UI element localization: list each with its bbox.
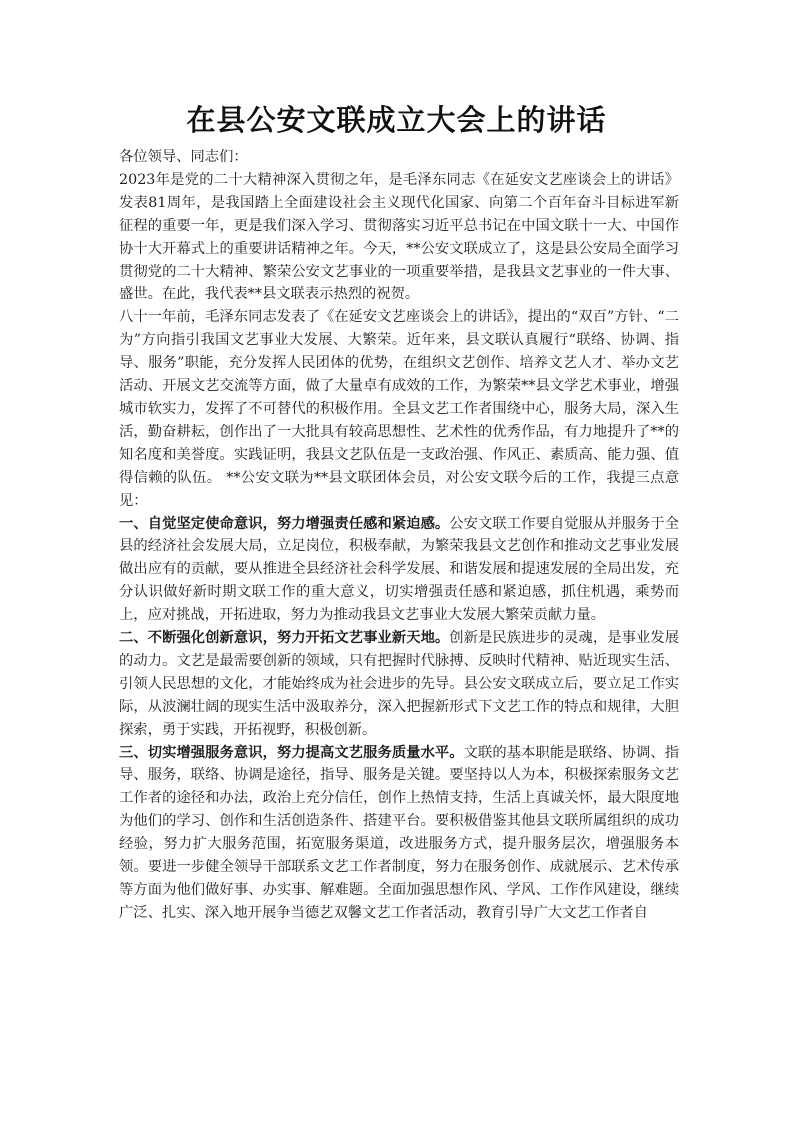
document-body (119, 146, 679, 925)
paragraph-text: 文联的基本职能是联络、协调、指导、服务，联络、协调是途径，指导、服务是关键。要坚持以人为本，积极探索服务文艺工作者的途径和办法，政治上充分信任，创作上热情支持，生活上真诚关怀，最大限度地为他们的学习、创作和生活创造条件、搭建平台。要积极借鉴其他县文联所属组织的成功经验，努力扩大服务范围，拓宽服务渠道，改进服务方式，提升服务层次，增强服务本领。要进一步健全领导干部联系文艺工作者制度，努力在服务创作、成就展示、艺术传承等方面为他们做好事、办实事、解难题。全面加强思想作风、学风、工作作风建设，继续广泛、扎实、深入地开展争当德艺双馨文艺工作者活动，教育引导广大文艺工作者自 (119, 744, 680, 921)
paragraph-text: 创新是民族进步的灵魂，是事业发展的动力。文艺是最需要创新的领域，只有把握时代脉搏、反映时代精神、贴近现实生活、引领人民思想的文化，才能始终成为社会进步的先导。县公安文联成立后，要立足工作实际，从波澜壮阔的现实生活中汲取养分，深入把握新形式下文艺工作的特点和规律，大胆探索，勇于实践，开拓视野，积极创新。 (119, 630, 680, 738)
salutation: 各位领导、同志们： (119, 149, 248, 165)
paragraph-heading: 三、切实增强服务意识，努力提高文艺服务质量水平。 (119, 744, 464, 761)
body-paragraph (119, 513, 679, 628)
body-paragraph (119, 742, 679, 925)
paragraph-text: 八十一年前，毛泽东同志发表了《在延安文艺座谈会上的讲话》，提出的“双百”方针、“二为”方向指引我国文艺事业大发展、大繁荣。近年来，县文联认真履行“联络、协调、指导、服务”职能，充分发挥人民团体的优势，在组织文艺创作、培养文艺人才、举办文艺活动、开展文艺交流等方面，做了大量卓有成效的工作，为繁荣**县文学艺术事业，增强城市软实力，发挥了不可替代的积极作用。全县文艺工作者围绕中心，服务大局，深入生活，勤奋耕耘，创作出了一大批具有较高思想性、艺术性的优秀作品，有力地提升了**的知名度和美誉度。实践证明，我县文艺队伍是一支政治强、作风正、素质高、能力强、值得信赖的队伍。 **公安文联为**县文联团体会员，对公安文联今后的工作，我提三点意见： (119, 309, 679, 509)
paragraph-heading: 一、自觉坚定使命意识，努力增强责任感和紧迫感。 (119, 515, 450, 532)
paragraph-heading: 二、不断强化创新意识，努力开拓文艺事业新天地。 (119, 630, 450, 647)
paragraph-text: 2023年是党的二十大精神深入贯彻之年，是毛泽东同志《在延安文艺座谈会上的讲话》发表81周年，是我国踏上全面建设社会主义现代化国家、向第二个百年奋斗目标进军新征程的重要一年，更是我们深入学习、贯彻落实习近平总书记在中国文联十一大、中国作协十大开幕式上的重要讲话精神之年。今天，**公安文联成立了，这是县公安局全面学习贯彻党的二十大精神、繁荣公安文艺事业的一项重要举措，是我县文艺事业的一件大事、盛世。在此，我代表**县文联表示热烈的祝贺。 (119, 171, 679, 303)
body-paragraph (119, 169, 679, 306)
document-title: 在县公安文联成立大会上的讲话 (186, 103, 607, 137)
body-paragraph (119, 306, 679, 512)
body-paragraph (119, 627, 679, 742)
paragraph-text: 公安文联工作要自觉服从并服务于全县的经济社会发展大局，立足岗位，积极奉献，为繁荣我县文艺创作和推动文艺事业发展做出应有的贡献，要从推进全县经济社会科学发展、和谐发展和提速发展的全局出发，充分认识做好新时期文联工作的重大意义，切实增强责任感和紧迫感，抓住机遇，乘势而上，应对挑战，开拓进取，努力为推动我县文艺事业大发展大繁荣贡献力量。 (119, 515, 680, 624)
